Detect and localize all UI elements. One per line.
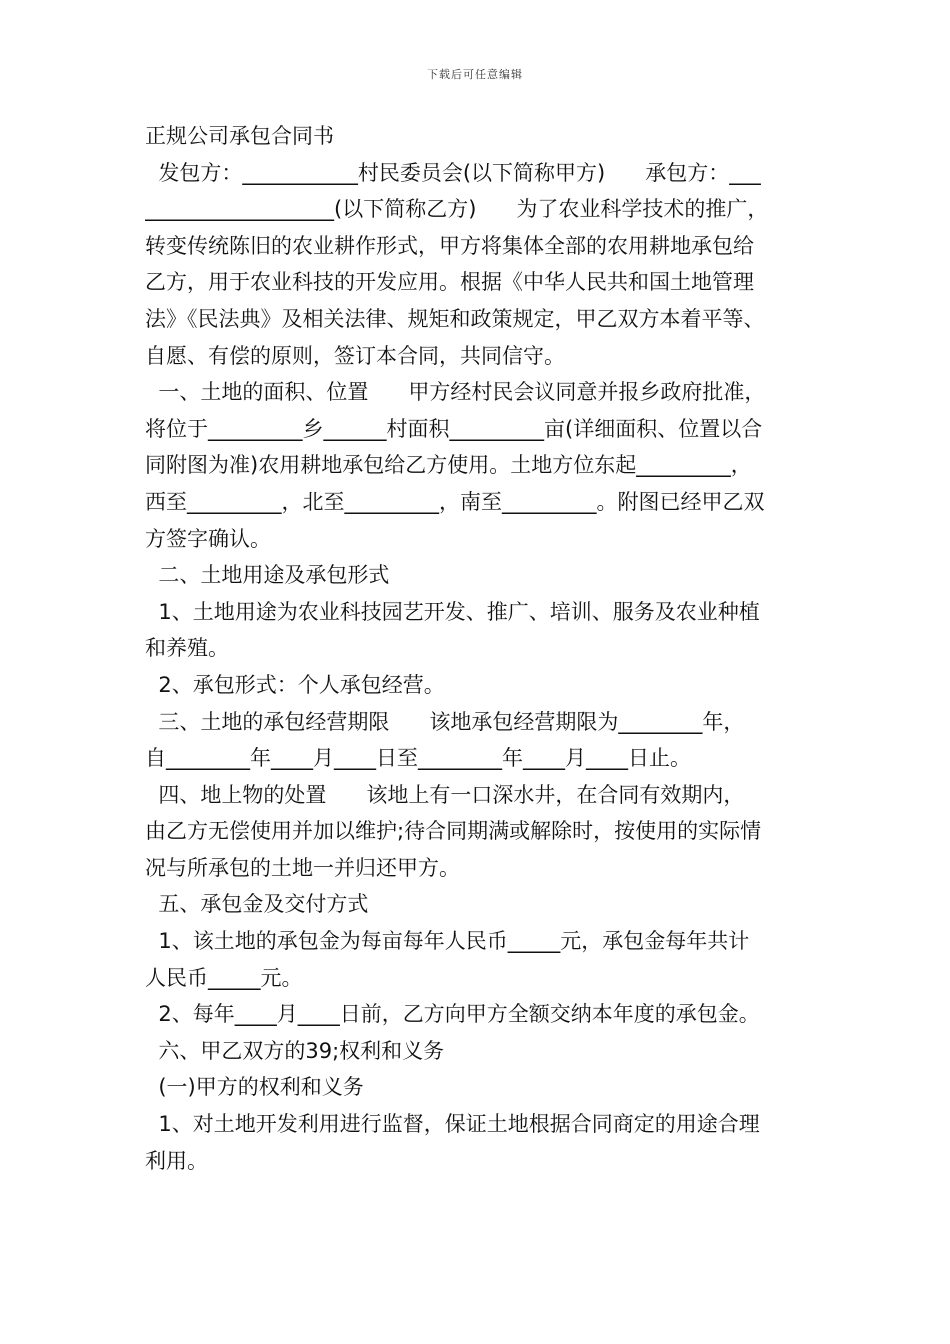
document-body [145,118,810,1179]
body-line: 由乙方无偿使用并加以维护;待合同期满或解除时，按使用的实际情 [145,819,762,844]
body-line: 将位于_________乡______村面积_________亩(详细面积、位置以合 [145,416,763,441]
body-line: 西至_________，北至_________，南至_________。附图已经甲乙双 [145,489,765,514]
body-line: 1、该土地的承包金为每亩每年人民币_____元，承包金每年共计 [145,929,750,954]
header-note: 下载后可任意编辑 [427,68,523,81]
body-line: 1、土地用途为农业科技园艺开发、推广、培训、服务及农业种植 [145,599,760,624]
body-line: 2、每年____月____日前，乙方向甲方全额交纳本年度的承包金。 [145,1002,760,1027]
body-line: 一、土地的面积、位置 甲方经村民会议同意并报乡政府批准， [145,380,766,405]
body-line: 自________年____月____日至________年____月____日止。 [145,746,691,771]
body-line: 2、承包形式：个人承包经营。 [145,672,445,697]
body-line: 人民币_____元。 [145,965,303,990]
body-line: 发包方：___________村民委员会(以下简称甲方) 承包方：___ [145,160,761,185]
body-line: 三、土地的承包经营期限 该地承包经营期限为________年， [145,709,745,734]
document-title: 正规公司承包合同书 [145,124,334,148]
body-line: 四、地上物的处置 该地上有一口深水井，在合同有效期内， [145,782,745,807]
body-line: 转变传统陈旧的农业耕作形式，甲方将集体全部的农用耕地承包给 [145,233,754,258]
body-line: 六、甲乙双方的39;权利和义务 [145,1038,445,1063]
body-line: 和养殖。 [145,636,229,661]
body-line: __________________(以下简称乙方) 为了农业科学技术的推广， [145,197,769,222]
body-line: 方签字确认。 [145,526,271,551]
body-line: (一)甲方的权利和义务 [145,1075,364,1100]
body-line: 利用。 [145,1148,208,1173]
body-line: 二、土地用途及承包形式 [145,563,390,588]
body-line: 自愿、有偿的原则，签订本合同，共同信守。 [145,343,565,368]
body-line: 乙方，用于农业科技的开发应用。根据《中华人民共和国土地管理 [145,270,754,295]
body-line: 况与所承包的土地一并归还甲方。 [145,855,460,880]
body-line: 法》《民法典》及相关法律、规矩和政策规定，甲乙双方本着平等、 [145,306,765,331]
body-line: 同附图为准)农用耕地承包给乙方使用。土地方位东起_________， [145,453,752,478]
body-line: 1、对土地开发利用进行监督，保证土地根据合同商定的用途合理 [145,1112,760,1137]
body-line: 五、承包金及交付方式 [145,892,369,917]
